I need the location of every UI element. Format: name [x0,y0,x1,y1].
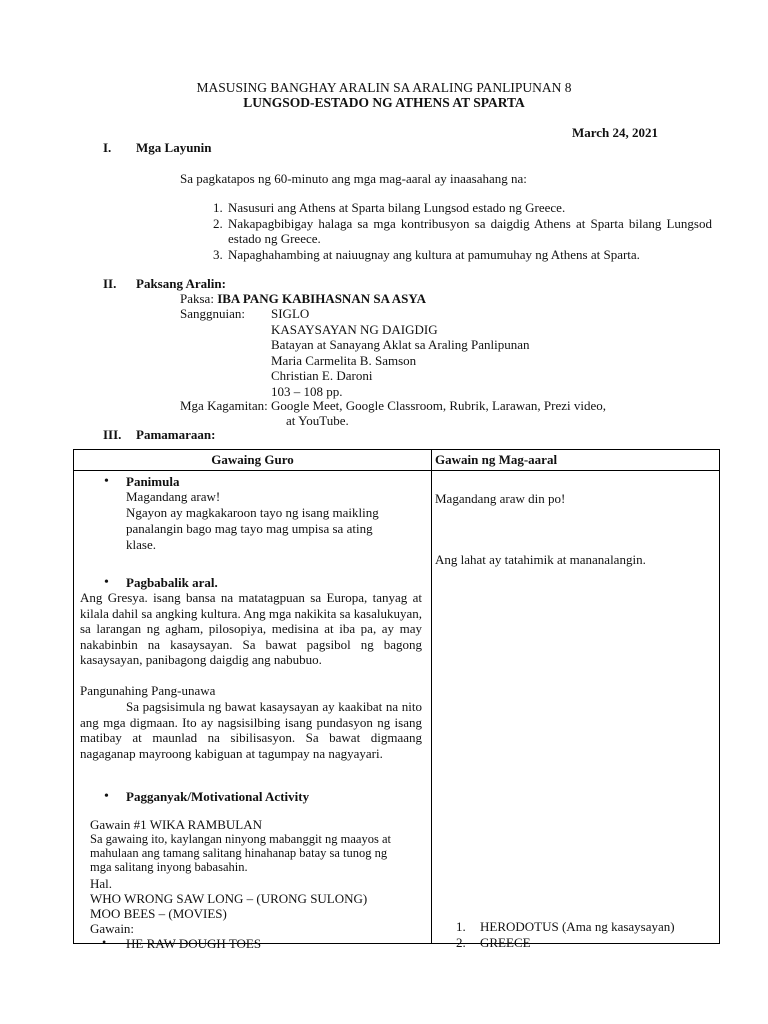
section1-numeral: I. [103,140,112,155]
document-date: March 24, 2021 [571,125,658,140]
table-header-row [74,450,720,471]
objective-item: 2. Nakapagbibigay halaga sa mga kontribusyon sa daigdig Athens at Sparta bilang Lungsod estado ng Greece. [226,216,712,247]
kagamitan-label: Mga Kagamitan: [180,398,268,413]
kagamitan-value-cont: at YouTube. [286,413,349,428]
paksa-row [180,291,426,307]
document-subtitle: LUNGSOD-ESTADO NG ATHENS AT SPARTA [243,95,525,110]
sanggunian-item: Batayan at Sanayang Aklat sa Araling Panlipunan [271,337,530,352]
sanggunian-item: SIGLO [271,306,310,321]
hal-label: Hal. [90,876,113,891]
col-header-guro: Gawaing Guro [74,450,432,471]
panimula-text: klase. [126,537,156,552]
kagamitan-value: Google Meet, Google Classroom, Rubrik, Larawan, Prezi video, [270,398,607,413]
sanggunian-item: Maria Carmelita B. Samson [271,352,417,368]
section3-numeral: III. [103,427,122,442]
sanggunian-item: 103 – 108 pp. [271,383,343,399]
sanggunian-item: Christian E. Daroni [271,368,373,383]
answer-item: HERODOTUS (Ama ng kasaysayan) [480,919,675,934]
table-row [74,471,720,944]
panimula-text: panalangin bago mag tayo mag umpisa sa ating [126,521,373,536]
section2-numeral: II. [103,276,117,291]
section1-heading: Mga Layunin [136,140,212,155]
sanggunian-item: KASAYSAYAN NG DAIGDIG [271,321,438,337]
answer-item: GREECE [480,935,531,950]
section3-heading: Pamamaraan: [136,427,216,442]
example-item: WHO WRONG SAW LONG – (URONG SULONG) [90,891,368,906]
panimula-text: Ngayon ay magkakaroon tayo ng isang maikling [126,505,379,520]
document-title: MASUSING BANGHAY ARALIN SA ARALING PANLIPUNAN 8 [196,80,572,95]
gawain-instructions: Sa gawaing ito, kaylangan ninyong mabanggit ng maayos at mahulaan ang tamang salitang hinahanap batay sa tunog ng mga salitang inyong babasahin. [90,832,391,874]
bullet-icon: • [104,575,109,590]
student-prayer: Ang lahat ay tatahimik at mananalangin. [435,552,646,567]
objective-item: 1. Nasusuri ang Athens at Sparta bilang Lungsod estado ng Greece. [226,200,712,216]
paksa-value: IBA PANG KABIHASNAN SA ASYA [217,291,426,306]
pagbabalik-paragraph: Ang Gresya. isang bansa na matatagpuan sa Europa, tanyag at kilala dahil sa angking kultura. Ang mga nakikita sa kasalukuyan, sa larangan ng agham, pilosopiya, medisina at iba pa, ay may nakabinbin na kasaysayan. Sa bawat pagsibol ng bagong kasaysayan, panibagong daigdig ang nabubuo. [80,590,422,667]
pagbabalik-heading: Pagbabalik aral. [126,575,218,590]
student-cell [432,471,720,950]
objective-item: 3. Napaghahambing at naiuugnay ang kultura at pamumuhay ng Athens at Sparta. [226,247,712,263]
answer-number: 1. [456,919,466,934]
bullet-icon: • [104,474,109,489]
gawain-item: HE RAW DOUGH TOES [126,936,262,951]
paksa-label: Paksa: [180,291,214,306]
bullet-icon: • [104,789,109,804]
procedure-table [73,449,720,951]
answer-number: 2. [456,935,466,950]
objectives-list [196,200,712,262]
pangunahing-subheading: Pangunahing Pang-unawa [80,683,216,698]
sanggunian-list [271,306,530,399]
student-greeting: Magandang araw din po! [435,491,566,506]
kagamitan-row [180,398,606,414]
panimula-heading: Panimula [126,474,180,489]
objectives-intro: Sa pagkatapos ng 60-minuto ang mga mag-aaral ay inaasahang na: [180,171,527,186]
pangunahing-paragraph: Sa pagsisimula ng bawat kasaysayan ay kaakibat na nito ang mga digmaan. Ito ay nagsisilbing isang pundasyon ng isang matibay at maunlad na sibilisasyon. Sa bawat digmaang nagaganap mayroong kabiguan at tagumpay na nagyayari. [80,699,422,761]
gawain-title: Gawain #1 WIKA RAMBULAN [90,817,262,832]
panimula-text: Magandang araw! [126,489,221,504]
example-item: MOO BEES – (MOVIES) [90,906,227,921]
section2-heading: Paksang Aralin: [136,276,226,291]
pagganyak-heading: Pagganyak/Motivational Activity [126,789,310,804]
sanggunian-label: Sanggnuian: [180,306,245,321]
teacher-cell [74,471,432,951]
bullet-icon: • [102,935,107,949]
gawain-label: Gawain: [90,921,135,936]
col-header-mag-aaral: Gawain ng Mag-aaral [432,450,720,471]
